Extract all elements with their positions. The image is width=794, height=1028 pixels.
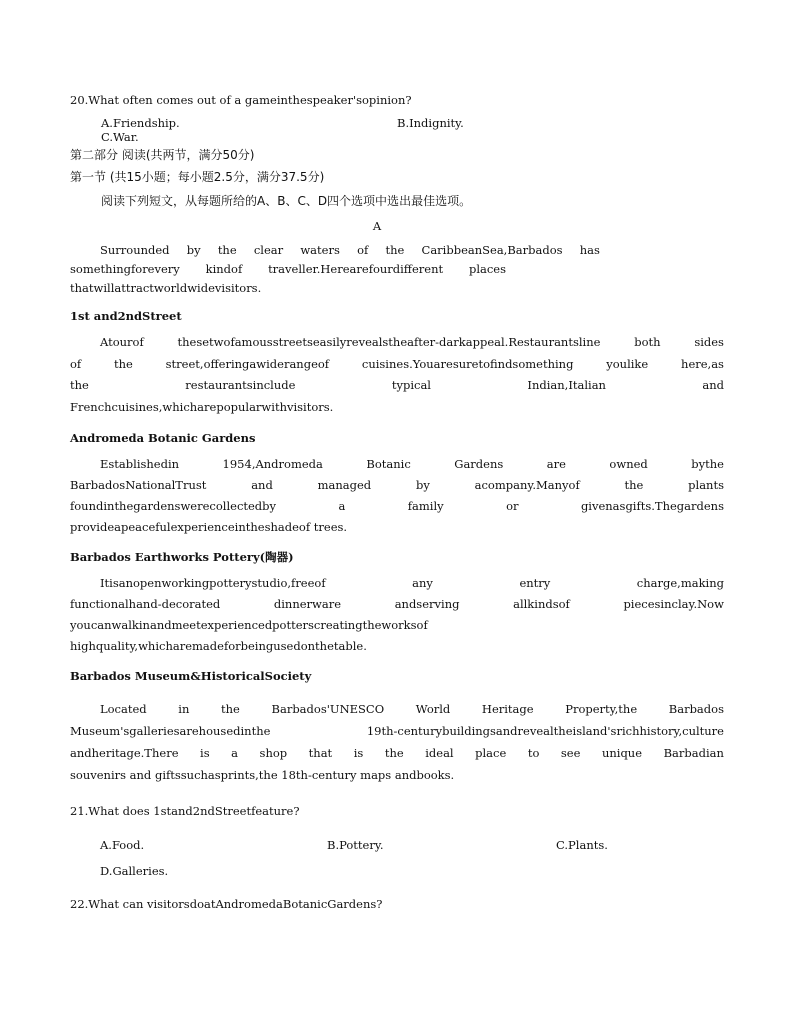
text-word: the bbox=[114, 357, 133, 371]
text-word: street,offeringawiderangeof bbox=[165, 357, 330, 371]
section-title-street: 1st and2ndStreet bbox=[70, 309, 182, 323]
text-word: Itisanopenworkingpotterystudio,freeof bbox=[100, 576, 326, 590]
text-word: of bbox=[357, 243, 369, 257]
section-title-museum: Barbados Museum&HistoricalSociety bbox=[70, 669, 312, 683]
pottery-line-4: highquality,whicharemadeforbeingusedonthetable. bbox=[70, 639, 367, 653]
text-word: entry bbox=[519, 576, 551, 590]
text-word: foundinthegardenswerecollectedby bbox=[70, 499, 277, 513]
q20-option-b: B.Indignity. bbox=[397, 116, 464, 130]
q21-option-c: C.Plants. bbox=[556, 838, 608, 852]
text-word: place bbox=[475, 746, 507, 760]
text-word: cuisines.Youaresuretofindsomething bbox=[361, 357, 574, 371]
text-word: is bbox=[200, 746, 210, 760]
text-word: managed bbox=[317, 478, 372, 492]
museum-line-2 bbox=[70, 724, 724, 738]
gardens-line-3 bbox=[70, 499, 724, 513]
text-word: andheritage.There bbox=[70, 746, 179, 760]
text-word: givenasgifts.Thegardens bbox=[580, 499, 724, 513]
text-word: somethingforevery bbox=[70, 262, 180, 276]
text-word: the bbox=[385, 243, 405, 257]
gardens-line-4: provideapeacefulexperienceintheshadeof trees. bbox=[70, 520, 348, 534]
q20-option-a: A.Friendship. bbox=[101, 116, 180, 130]
text-word: clear bbox=[253, 243, 284, 257]
text-word: any bbox=[412, 576, 433, 590]
pottery-line-1 bbox=[100, 576, 724, 590]
museum-line-3 bbox=[70, 746, 724, 760]
text-word: shop bbox=[259, 746, 288, 760]
text-word: both bbox=[634, 335, 661, 349]
text-word: Barbados bbox=[668, 702, 724, 716]
text-word: the bbox=[70, 378, 89, 392]
text-word: Barbadian bbox=[663, 746, 724, 760]
q21-option-a: A.Food. bbox=[100, 838, 145, 852]
text-word: that bbox=[308, 746, 333, 760]
section-title-gardens: Andromeda Botanic Gardens bbox=[70, 431, 256, 445]
text-word: Atourof bbox=[100, 335, 144, 349]
text-word: piecesinclay.Now bbox=[623, 597, 724, 611]
text-word: Indian,Italian bbox=[527, 378, 606, 392]
text-word: places bbox=[468, 262, 506, 276]
text-word: Botanic bbox=[366, 457, 411, 471]
text-word: and bbox=[702, 378, 724, 392]
text-word: the bbox=[384, 746, 404, 760]
text-word: thesetwofamousstreetseasilyrevealstheafter-darkappeal.Restaurantsline bbox=[177, 335, 601, 349]
text-word: Gardens bbox=[454, 457, 504, 471]
text-word: Surrounded bbox=[100, 243, 170, 257]
text-word: restaurantsinclude bbox=[185, 378, 296, 392]
part2-heading: 第二部分 阅读(共两节，满分50分) bbox=[70, 148, 255, 162]
text-word: and bbox=[251, 478, 273, 492]
gardens-line-2 bbox=[70, 478, 724, 492]
street-line-3 bbox=[70, 378, 724, 392]
text-word: functionalhand-decorated bbox=[70, 597, 221, 611]
text-word: bythe bbox=[691, 457, 724, 471]
text-word: typical bbox=[391, 378, 431, 392]
text-word: allkindsof bbox=[513, 597, 570, 611]
text-word: a bbox=[231, 746, 239, 760]
text-word: Property,the bbox=[565, 702, 638, 716]
text-word: here,as bbox=[681, 357, 724, 371]
q20-option-c: C.War. bbox=[101, 130, 139, 144]
section1-heading: 第一节 (共15小题；每小题2.5分，满分37.5分) bbox=[70, 170, 325, 184]
reading-instruction: 阅读下列短文，从每题所给的A、B、C、D四个选项中选出最佳选项。 bbox=[101, 194, 472, 208]
text-word: unique bbox=[601, 746, 643, 760]
q21-option-b: B.Pottery. bbox=[327, 838, 384, 852]
text-word: Barbados'UNESCO bbox=[271, 702, 385, 716]
text-word: BarbadosNationalTrust bbox=[70, 478, 207, 492]
intro-line-1 bbox=[100, 243, 600, 257]
street-line-1 bbox=[100, 335, 724, 349]
text-word: the bbox=[221, 702, 240, 716]
text-word: Establishedin bbox=[100, 457, 180, 471]
text-word: Heritage bbox=[481, 702, 534, 716]
text-word: dinnerware bbox=[273, 597, 342, 611]
section-title-pottery: Barbados Earthworks Pottery(陶器) bbox=[70, 550, 294, 564]
text-word: or bbox=[506, 499, 519, 513]
pottery-line-3: youcanwalkinandmeetexperiencedpotterscreatingtheworksof bbox=[70, 618, 428, 632]
text-word: by bbox=[186, 243, 201, 257]
text-word: acompany.Manyof bbox=[474, 478, 580, 492]
text-word: waters bbox=[300, 243, 340, 257]
text-word: family bbox=[407, 499, 444, 513]
q21-option-d: D.Galleries. bbox=[100, 864, 169, 878]
text-word: plants bbox=[688, 478, 724, 492]
text-word: 19th-centurybuildingsandrevealtheisland'srichhistory,culture bbox=[366, 724, 724, 738]
text-word: 1954,Andromeda bbox=[222, 457, 323, 471]
question-20: 20.What often comes out of a gameinthespeaker'sopinion? bbox=[70, 93, 412, 107]
text-word: by bbox=[415, 478, 430, 492]
street-line-2 bbox=[70, 357, 724, 371]
museum-line-1 bbox=[100, 702, 724, 716]
text-word: to bbox=[527, 746, 540, 760]
text-word: a bbox=[338, 499, 346, 513]
text-word: World bbox=[415, 702, 451, 716]
question-21: 21.What does 1stand2ndStreetfeature? bbox=[70, 804, 300, 818]
text-word: in bbox=[178, 702, 190, 716]
text-word: is bbox=[353, 746, 364, 760]
passage-letter: A bbox=[372, 219, 382, 233]
text-word: the bbox=[217, 243, 237, 257]
text-word: of bbox=[70, 357, 82, 371]
text-word: owned bbox=[609, 457, 648, 471]
question-22: 22.What can visitorsdoatAndromedaBotanicGardens? bbox=[70, 897, 383, 911]
text-word: are bbox=[546, 457, 566, 471]
text-word: andserving bbox=[394, 597, 460, 611]
text-word: Museum'sgalleriesarehousedinthe bbox=[70, 724, 271, 738]
text-word: youlike bbox=[606, 357, 649, 371]
text-word: CaribbeanSea,Barbados bbox=[421, 243, 563, 257]
text-word: see bbox=[560, 746, 581, 760]
museum-line-4: souvenirs and giftssuchasprints,the 18th-century maps andbooks. bbox=[70, 768, 455, 782]
text-word: the bbox=[624, 478, 644, 492]
text-word: charge,making bbox=[636, 576, 724, 590]
text-word: Located bbox=[100, 702, 147, 716]
intro-line-2 bbox=[70, 262, 506, 276]
street-line-4: Frenchcuisines,whicharepopularwithvisitors. bbox=[70, 400, 334, 414]
gardens-line-1 bbox=[100, 457, 724, 471]
pottery-line-2 bbox=[70, 597, 724, 611]
text-word: sides bbox=[694, 335, 724, 349]
text-word: ideal bbox=[425, 746, 454, 760]
text-word: kindof bbox=[205, 262, 243, 276]
text-word: has bbox=[579, 243, 600, 257]
text-word: traveller.Herearefourdifferent bbox=[268, 262, 444, 276]
intro-line-3: thatwillattractworldwidevisitors. bbox=[70, 281, 262, 295]
